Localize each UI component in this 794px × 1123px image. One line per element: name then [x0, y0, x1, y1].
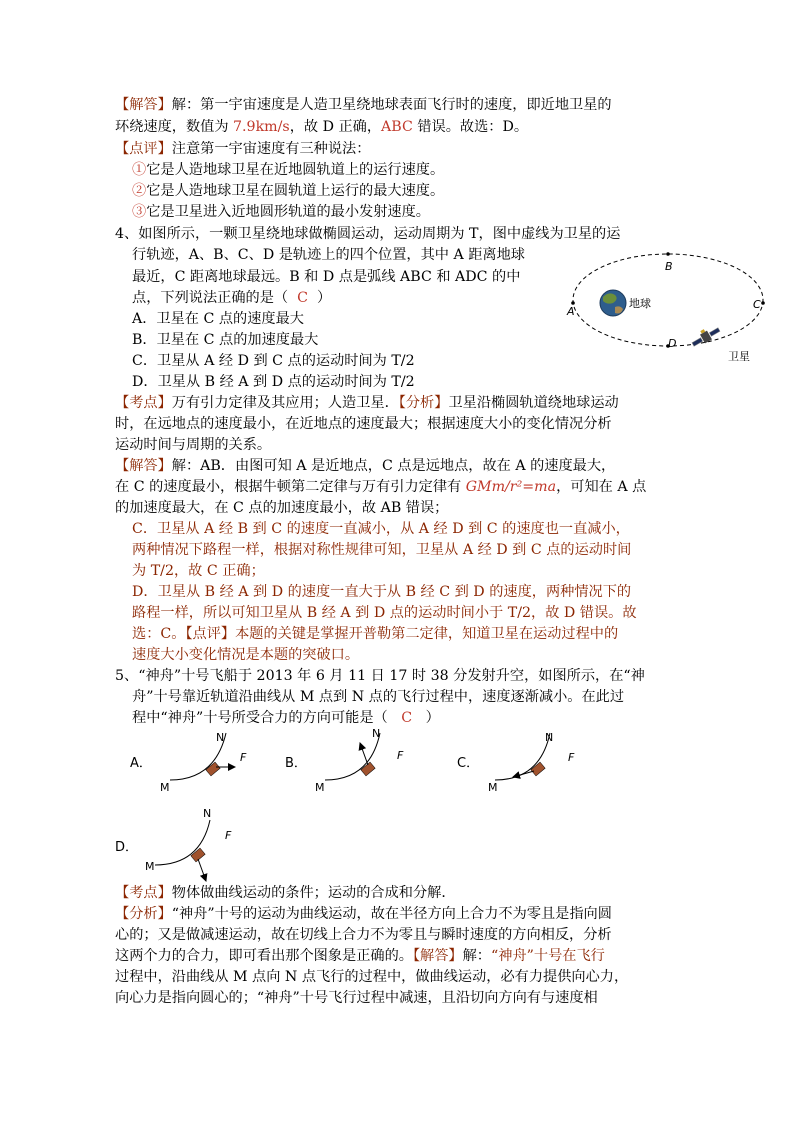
svg-text:F: F	[225, 829, 232, 842]
q5-fenxi-line: 这两个力的合力，即可看出那个图象是正确的。【解答】解：“神舟”十号在飞行	[115, 948, 605, 964]
gravity-formula: GMm/r²=ma	[465, 479, 557, 495]
point-d-label: D	[668, 337, 677, 350]
point-a-label: A	[567, 305, 575, 318]
option-d-label: D．	[115, 840, 139, 855]
satellite-icon	[689, 323, 721, 349]
option-c-curve	[495, 733, 550, 780]
answer-line-2: 环绕速度，数值为 7.9km/s，故 D 正确，ABC 错误。故选：D。	[115, 119, 529, 135]
force-arrow	[198, 859, 206, 881]
comment-item: ③它是卫星进入近地圆形轨道的最小发射速度。	[132, 204, 430, 220]
svg-text:M: M	[315, 781, 325, 794]
earth-icon	[600, 290, 626, 316]
svg-text:F: F	[397, 749, 404, 762]
earth-label: 地球	[629, 297, 651, 310]
force-arrow	[360, 743, 368, 765]
speed-value: 7.9km/s	[233, 119, 290, 135]
svg-text:N: N	[203, 807, 212, 820]
option-c-label: C．	[457, 756, 480, 771]
option-b-curve	[325, 733, 380, 780]
ship-icon	[531, 762, 545, 776]
comment-line: 【点评】注意第一宇宙速度有三种说法：	[115, 141, 371, 157]
q4-option-b: B．卫星在 C 点的加速度最大	[132, 332, 319, 348]
q4-c-line: C．卫星从 A 经 B 到 C 的速度一直减小，从 A 经 D 到 C 的速度也一直减小，	[132, 521, 630, 537]
q4-stem-line: 点，下列说法正确的是（ C ）	[132, 290, 332, 306]
q4-d-line: 选：C。【点评】本题的关键是掌握开普勒第二定律，知道卫星在运动过程中的	[132, 626, 619, 642]
svg-text:F: F	[568, 751, 575, 764]
ship-icon	[206, 762, 220, 776]
svg-text:N: N	[372, 727, 381, 740]
q4-fenxi-line: 运动时间与周期的关系。	[115, 437, 272, 453]
q4-stem-line: 4、如图所示，一颗卫星绕地球做椭圆运动，运动周期为 T，图中虚线为卫星的运	[115, 226, 621, 242]
q4-option-d: D．卫星从 B 经 A 到 D 点的运动时间为 T/2	[132, 374, 415, 390]
q4-c-line: 为 T/2，故 C 正确；	[132, 563, 265, 579]
svg-text:M: M	[488, 781, 498, 794]
q4-jieda-line: 【解答】解：AB．由图可知 A 是近地点，C 点是远地点，故在 A 的速度最大，	[115, 458, 616, 474]
q5-stem-line: 5、“神舟”十号飞船于 2013 年 6 月 11 日 17 时 38 分发射升空，如图所示，在“神	[115, 668, 645, 684]
q5-jieda-line: 向心力是指向圆心的；“神舟”十号飞行过程中减速，且沿切向方向有与速度相	[115, 990, 598, 1006]
q4-jieda-line: 的加速度最大，在 C 点的加速度最小，故 AB 错误；	[115, 500, 449, 516]
q5-jieda-line: 过程中，沿曲线从 M 点向 N 点飞行的过程中，做曲线运动，必有力提供向心力，	[115, 969, 629, 985]
option-d-curve	[155, 820, 210, 865]
q4-dianping-line: 速度大小变化情况是本题的突破口。	[132, 647, 360, 663]
q4-d-line: D．卫星从 B 经 A 到 D 的速度一直大于从 B 经 C 到 D 的速度，两种情况下的	[132, 584, 632, 600]
q4-answer: C	[297, 290, 308, 306]
comment-item: ②它是人造地球卫星在圆轨道上运行的最大速度。	[132, 183, 445, 199]
q4-jieda-line: 在 C 的速度最小，根据牛顿第二定律与万有引力定律有 GMm/r²=ma，可知在 A 点	[115, 479, 647, 495]
svg-text:N: N	[216, 731, 225, 744]
q5-answer: C	[401, 710, 413, 726]
force-arrow	[513, 771, 534, 777]
answer-tag: 【解答】	[115, 97, 172, 113]
q4-c-line: 两种情况下路程一样，根据对称性规律可知，卫星从 A 经 D 到 C 点的运动时间	[132, 542, 632, 558]
q5-options-figure	[115, 725, 680, 885]
point-b-label: B	[665, 260, 673, 273]
q4-fenxi-line: 时，在远地点的速度最小，在近地点的速度最大；根据速度大小的变化情况分析	[115, 416, 612, 432]
satellite-label: 卫星	[728, 350, 750, 363]
q4-kaodian-line: 【考点】万有引力定律及其应用；人造卫星．【分析】卫星沿椭圆轨道绕地球运动	[115, 395, 619, 411]
orbit-figure	[565, 245, 770, 370]
option-b-label: B．	[285, 756, 307, 771]
q4-option-a: A．卫星在 C 点的速度最大	[132, 311, 304, 327]
q5-kaodian-line: 【考点】物体做曲线运动的条件；运动的合成和分解．	[115, 885, 456, 901]
svg-text:F: F	[240, 751, 247, 764]
svg-text:M: M	[160, 781, 170, 794]
svg-text:N: N	[545, 731, 554, 744]
q5-stem-line: 程中“神舟”十号所受合力的方向可能是（ C ）	[132, 710, 440, 726]
q5-fenxi-line: 心的；又是做减速运动，故在切线上合力不为零且与瞬时速度的方向相反，分析	[115, 927, 612, 943]
q4-stem-line: 行轨迹，A、B、C、D 是轨迹上的四个位置，其中 A 距离地球	[132, 247, 525, 263]
point-c-label: C	[753, 298, 761, 311]
q5-stem-line: 舟”十号靠近轨道沿曲线从 M 点到 N 点的飞行过程中，速度逐渐减小。在此过	[132, 689, 625, 705]
q5-fenxi-line: 【分析】“神舟”十号的运动为曲线运动，故在半径方向上合力不为零且是指向圆	[115, 906, 612, 922]
comment-tag: 【点评】	[115, 141, 172, 157]
q4-option-c: C．卫星从 A 经 D 到 C 点的运动时间为 T/2	[132, 353, 415, 369]
svg-text:M: M	[145, 860, 155, 873]
q4-stem-line: 最近，C 距离地球最远。B 和 D 点是弧线 ABC 和 ADC 的中	[132, 269, 521, 285]
comment-item: ①它是人造地球卫星在近地圆轨道上的运行速度。	[132, 162, 445, 178]
option-a-label: A．	[130, 756, 152, 771]
answer-line-1: 【解答】解：第一宇宙速度是人造卫星绕地球表面飞行时的速度，即近地卫星的	[115, 97, 612, 113]
q4-d-line: 路程一样，所以可知卫星从 B 经 A 到 D 点的运动时间小于 T/2，故 D 错误。故	[132, 605, 637, 621]
